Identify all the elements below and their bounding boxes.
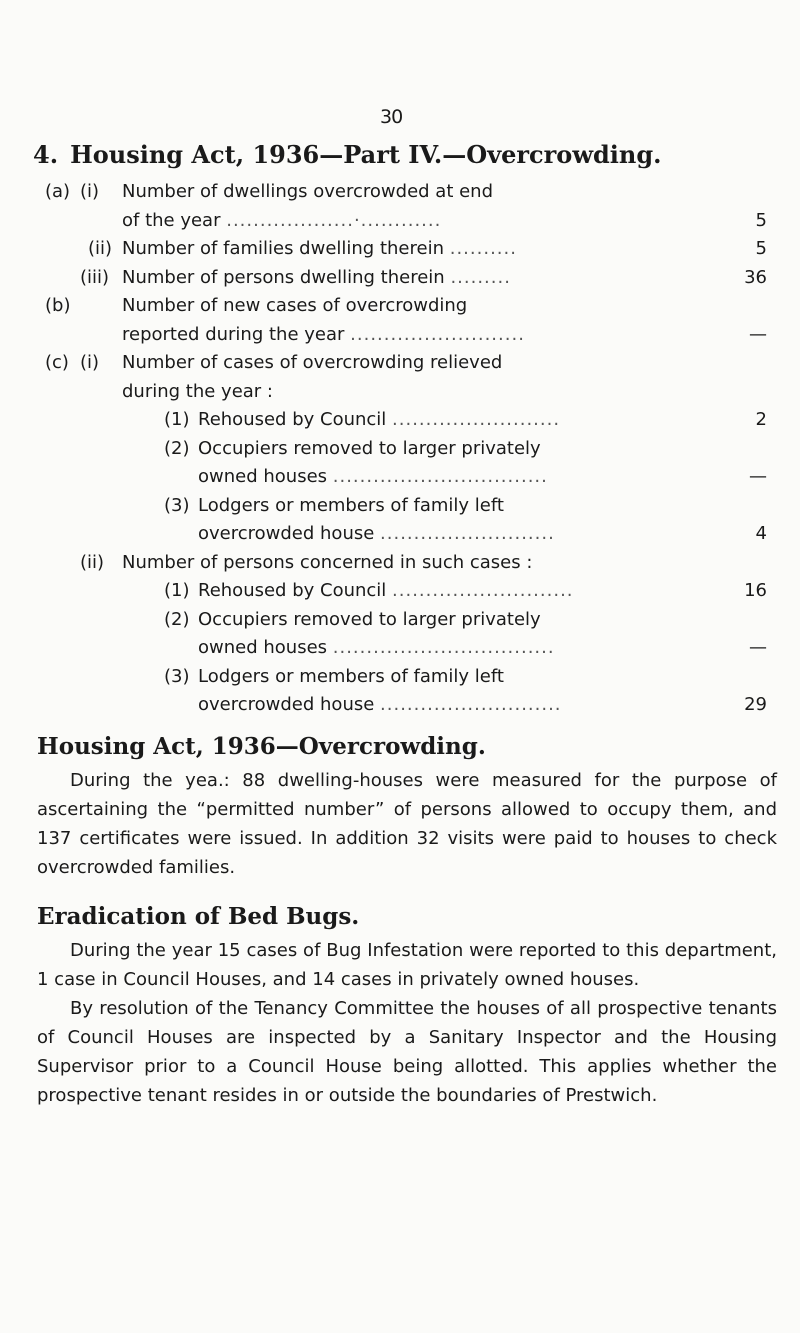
leader-dots: ......................... bbox=[392, 409, 561, 430]
stat-row bbox=[0, 634, 800, 662]
stat-row bbox=[0, 577, 800, 605]
row-label bbox=[198, 463, 548, 491]
stat-row bbox=[0, 321, 800, 349]
row-sub-marker: (2) bbox=[164, 437, 190, 459]
leader-dots: .......................... bbox=[380, 523, 555, 544]
bed-bugs-paragraph-1: During the year 15 cases of Bug Infestation were reported to this department, 1 case in Council Houses, and 14 cases in privately owned houses. bbox=[37, 940, 777, 990]
row-text: Number of families dwelling therein bbox=[122, 238, 444, 259]
leader-dots: ................................ bbox=[332, 466, 548, 487]
stat-row bbox=[0, 178, 800, 206]
bed-bugs-paragraph-block bbox=[37, 936, 777, 1110]
row-text: Rehoused by Council bbox=[198, 409, 387, 430]
row-value: 36 bbox=[744, 266, 767, 288]
row-text: overcrowded house bbox=[198, 523, 375, 544]
row-text: Number of new cases of overcrowding bbox=[122, 295, 468, 316]
row-label bbox=[122, 264, 511, 292]
section-heading-overcrowding-part-iv bbox=[33, 140, 661, 169]
row-sub-marker: (i) bbox=[80, 352, 100, 373]
row-sub-marker: (iii) bbox=[80, 266, 110, 288]
row-value: — bbox=[749, 637, 767, 658]
leader-dots: .......... bbox=[449, 238, 517, 259]
section-number: 4. bbox=[33, 140, 59, 169]
row-sub-marker: (3) bbox=[164, 494, 190, 516]
row-text: Occupiers removed to larger privately bbox=[198, 437, 541, 459]
stat-row bbox=[0, 406, 800, 434]
stat-row bbox=[0, 264, 800, 292]
row-label bbox=[198, 435, 541, 463]
row-sub-marker: (ii) bbox=[80, 551, 105, 573]
stat-row bbox=[0, 349, 800, 377]
section-title: Housing Act, 1936—Part IV.—Overcrowding. bbox=[70, 140, 662, 169]
row-text: Number of persons dwelling therein bbox=[122, 266, 445, 288]
row-text: Number of cases of overcrowding relieved bbox=[122, 352, 503, 373]
row-value: — bbox=[749, 323, 767, 345]
row-sub-marker: (2) bbox=[164, 608, 190, 630]
row-text: reported during the year bbox=[122, 323, 345, 345]
row-text: owned houses bbox=[198, 637, 328, 658]
row-marker: (a) bbox=[45, 181, 71, 202]
overcrowding-paragraph: During the yea.: 88 dwelling-houses were measured for the purpose of ascertaining the “permitted number” of persons allowed to occupy them, and 137 certificates were issued. In addition 32 visits were paid to houses to check overcrowded families. bbox=[37, 770, 777, 878]
row-label bbox=[198, 406, 560, 434]
stat-row bbox=[0, 691, 800, 719]
row-label bbox=[122, 321, 525, 349]
row-value: 29 bbox=[744, 694, 767, 715]
row-label bbox=[198, 606, 541, 634]
row-text: owned houses bbox=[198, 466, 328, 487]
row-text: overcrowded house bbox=[198, 694, 375, 715]
row-text: Number of persons concerned in such cases : bbox=[122, 551, 533, 573]
stat-row bbox=[0, 492, 800, 520]
page-number: 30 bbox=[380, 106, 403, 128]
row-sub-marker: (ii) bbox=[88, 238, 113, 259]
row-label bbox=[122, 292, 467, 320]
row-marker: (c) bbox=[45, 352, 69, 373]
row-value: 5 bbox=[755, 209, 767, 231]
leader-dots: ......... bbox=[450, 266, 511, 288]
stat-row bbox=[0, 549, 800, 577]
row-text: of the year bbox=[122, 209, 221, 231]
stat-row bbox=[0, 520, 800, 548]
row-label bbox=[122, 349, 502, 377]
section-heading-bed-bugs: Eradication of Bed Bugs. bbox=[37, 903, 360, 930]
row-marker: (b) bbox=[45, 295, 71, 316]
leader-dots: ...................·............ bbox=[226, 209, 442, 231]
row-sub-marker: (3) bbox=[164, 665, 190, 687]
bed-bugs-paragraph-2: By resolution of the Tenancy Committee the houses of all prospective tenants of Council Houses are inspected by a Sanitary Inspector and the Housing Supervisor prior to a Council House being allotted. This applies whether the prospective tenant resides in or outside the boundaries of Prestwich. bbox=[37, 998, 777, 1106]
stat-row bbox=[0, 606, 800, 634]
row-label bbox=[122, 549, 532, 577]
row-text: Occupiers removed to larger privately bbox=[198, 608, 541, 630]
row-text: Rehoused by Council bbox=[198, 580, 387, 601]
row-sub-marker: (1) bbox=[164, 409, 190, 430]
row-label bbox=[122, 207, 441, 235]
row-text: Lodgers or members of family left bbox=[198, 665, 504, 687]
leader-dots: ................................. bbox=[332, 637, 555, 658]
row-label bbox=[198, 492, 504, 520]
leader-dots: ........................... bbox=[392, 580, 574, 601]
row-label bbox=[198, 520, 555, 548]
row-text: Number of dwellings overcrowded at end bbox=[122, 181, 494, 202]
stat-row bbox=[0, 292, 800, 320]
row-label bbox=[198, 634, 555, 662]
row-value: 16 bbox=[744, 580, 767, 601]
row-text: Lodgers or members of family left bbox=[198, 494, 504, 516]
stat-row bbox=[0, 235, 800, 263]
row-value: 5 bbox=[755, 238, 767, 259]
section-heading-overcrowding: Housing Act, 1936—Overcrowding. bbox=[37, 733, 486, 760]
stat-row bbox=[0, 378, 800, 406]
leader-dots: ........................... bbox=[380, 694, 562, 715]
row-label bbox=[198, 577, 574, 605]
stat-row bbox=[0, 463, 800, 491]
row-value: 2 bbox=[755, 409, 767, 430]
stat-row bbox=[0, 663, 800, 691]
stat-row bbox=[0, 207, 800, 235]
row-label bbox=[122, 235, 517, 263]
row-value: — bbox=[749, 466, 767, 487]
row-label bbox=[198, 663, 504, 691]
row-sub-marker: (i) bbox=[80, 181, 100, 202]
leader-dots: .......................... bbox=[350, 323, 525, 345]
row-value: 4 bbox=[755, 523, 767, 544]
row-text: during the year : bbox=[122, 380, 273, 402]
overcrowding-paragraph-block bbox=[37, 766, 777, 882]
row-label bbox=[122, 378, 273, 406]
row-label bbox=[122, 178, 493, 206]
stat-row bbox=[0, 435, 800, 463]
row-sub-marker: (1) bbox=[164, 580, 190, 601]
row-label bbox=[198, 691, 562, 719]
